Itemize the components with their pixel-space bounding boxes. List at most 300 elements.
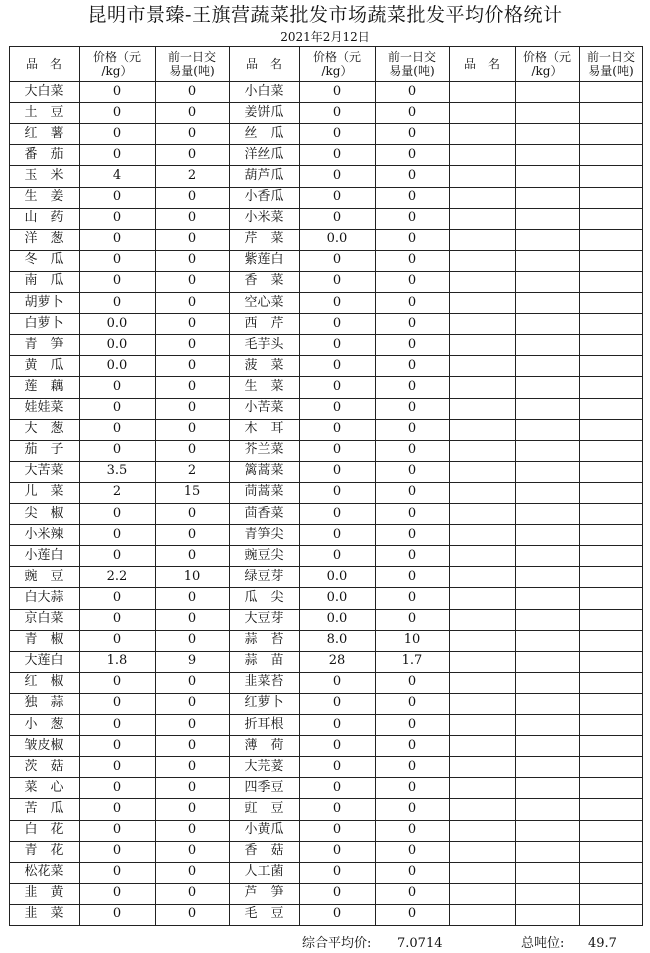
volume-cell: 0: [187, 505, 197, 521]
volume-cell: 10: [183, 568, 201, 584]
row-divider: [9, 587, 643, 588]
volume-cell: [579, 482, 643, 503]
vegetable-name: 儿 菜: [24, 484, 64, 500]
price-cell: 2: [112, 484, 122, 500]
volume-cell: 0: [187, 315, 197, 331]
vegetable-name: 茴香菜: [244, 505, 284, 521]
price-cell: 0: [112, 716, 122, 732]
vegetable-name: [449, 144, 515, 165]
volume-cell: [579, 250, 643, 271]
row-divider: [9, 841, 643, 842]
vegetable-name: 豌豆尖: [244, 547, 284, 563]
vegetable-name: [449, 714, 515, 735]
volume-cell: 0: [407, 252, 417, 268]
vegetable-name: 白萝卜: [24, 315, 64, 331]
price-cell: [515, 862, 579, 883]
price-cell: [515, 187, 579, 208]
vegetable-name: 毛芋头: [244, 336, 284, 352]
row-divider: [9, 208, 643, 209]
row-divider: [9, 651, 643, 652]
volume-cell: [579, 672, 643, 693]
price-table: [9, 46, 643, 925]
price-cell: [515, 376, 579, 397]
volume-cell: 0: [407, 695, 417, 711]
row-divider: [9, 883, 643, 884]
price-cell: 0: [112, 589, 122, 605]
volume-cell: 0: [187, 526, 197, 542]
volume-cell: 2: [187, 167, 197, 183]
price-cell: 0: [332, 484, 342, 500]
price-cell: 0: [332, 843, 342, 859]
header-name-3: 品 名: [463, 56, 500, 71]
vegetable-name: [449, 524, 515, 545]
price-cell: 0: [112, 843, 122, 859]
volume-cell: 0: [407, 484, 417, 500]
volume-cell: [579, 820, 643, 841]
vegetable-name: [449, 672, 515, 693]
volume-cell: 0: [187, 822, 197, 838]
row-divider: [9, 250, 643, 251]
price-cell: [515, 714, 579, 735]
volume-cell: [579, 355, 643, 376]
volume-cell: 0: [187, 611, 197, 627]
volume-cell: [579, 229, 643, 250]
price-cell: [515, 883, 579, 904]
price-cell: 0.0: [326, 611, 348, 627]
price-cell: 3.5: [106, 463, 128, 479]
column-divider: [9, 46, 10, 926]
vegetable-name: [449, 820, 515, 841]
volume-cell: 0: [407, 442, 417, 458]
vegetable-name: [449, 756, 515, 777]
volume-cell: 0: [407, 104, 417, 120]
price-cell: 0: [112, 231, 122, 247]
price-cell: 0: [332, 779, 342, 795]
vegetable-name: [449, 419, 515, 440]
price-cell: [515, 144, 579, 165]
price-cell: [515, 904, 579, 925]
vegetable-name: 小 葱: [24, 716, 64, 732]
price-cell: 0: [332, 421, 342, 437]
vegetable-name: 空心菜: [244, 294, 284, 310]
price-cell: 0: [332, 357, 342, 373]
volume-cell: [579, 609, 643, 630]
row-divider: [9, 271, 643, 272]
price-cell: 0: [112, 505, 122, 521]
price-cell: 0: [112, 632, 122, 648]
volume-cell: [579, 524, 643, 545]
price-cell: 0: [112, 83, 122, 99]
vegetable-name: 山 药: [24, 210, 64, 226]
price-cell: [515, 693, 579, 714]
row-divider: [9, 292, 643, 293]
vegetable-name: 苦 瓜: [24, 800, 64, 816]
summary-footer: [0, 936, 650, 952]
price-cell: 0: [112, 611, 122, 627]
volume-cell: 0: [187, 336, 197, 352]
volume-cell: 0: [407, 336, 417, 352]
price-cell: [515, 419, 579, 440]
vegetable-name: 芹 菜: [244, 231, 284, 247]
volume-cell: 0: [187, 400, 197, 416]
volume-cell: 0: [187, 800, 197, 816]
volume-cell: 0: [407, 568, 417, 584]
price-cell: 0: [112, 294, 122, 310]
volume-cell: 0: [407, 885, 417, 901]
vegetable-name: [449, 355, 515, 376]
vegetable-name: 豌 豆: [24, 568, 64, 584]
column-divider: [515, 46, 516, 926]
vegetable-name: 青笋尖: [244, 526, 284, 542]
volume-cell: 0: [187, 83, 197, 99]
row-divider: [9, 798, 643, 799]
price-cell: 0: [332, 400, 342, 416]
row-divider: [9, 524, 643, 525]
volume-cell: 0: [187, 421, 197, 437]
vegetable-name: 蒜 苗: [244, 653, 284, 669]
volume-cell: 0: [187, 189, 197, 205]
volume-cell: 0: [407, 822, 417, 838]
vegetable-name: [449, 398, 515, 419]
row-divider: [9, 714, 643, 715]
vegetable-name: 小莲白: [24, 547, 64, 563]
price-cell: 0: [332, 800, 342, 816]
vegetable-name: [449, 271, 515, 292]
volume-cell: 0: [187, 906, 197, 922]
vegetable-name: 大莲白: [24, 653, 64, 669]
volume-cell: 0: [187, 843, 197, 859]
volume-cell: 0: [187, 589, 197, 605]
volume-cell: [579, 862, 643, 883]
row-divider: [9, 630, 643, 631]
vegetable-name: 香 菜: [244, 273, 284, 289]
volume-cell: 0: [187, 674, 197, 690]
price-cell: 0: [112, 864, 122, 880]
column-divider: [229, 46, 230, 926]
vegetable-name: 娃娃菜: [24, 400, 64, 416]
row-divider: [9, 862, 643, 863]
row-divider: [9, 355, 643, 356]
price-cell: 0: [112, 674, 122, 690]
average-price-value: 7.0714: [397, 936, 443, 951]
price-cell: 0: [112, 442, 122, 458]
price-cell: 0: [332, 378, 342, 394]
volume-cell: [579, 292, 643, 313]
price-cell: 0: [112, 210, 122, 226]
volume-cell: 0: [187, 231, 197, 247]
vegetable-name: 木 耳: [244, 421, 284, 437]
vegetable-name: 芥兰菜: [244, 442, 284, 458]
vegetable-name: 玉 米: [24, 167, 64, 183]
vegetable-name: 香 菇: [244, 843, 284, 859]
price-cell: 2.2: [106, 568, 128, 584]
vegetable-name: [449, 376, 515, 397]
vegetable-name: [449, 777, 515, 798]
volume-cell: 0: [187, 378, 197, 394]
row-divider: [9, 440, 643, 441]
vegetable-name: [449, 482, 515, 503]
price-cell: [515, 566, 579, 587]
column-divider: [299, 46, 300, 926]
price-cell: [515, 355, 579, 376]
vegetable-name: 毛 豆: [244, 906, 284, 922]
vegetable-name: 小米辣: [24, 526, 64, 542]
price-cell: [515, 841, 579, 862]
vegetable-name: [449, 609, 515, 630]
vegetable-name: [449, 187, 515, 208]
vegetable-name: [449, 208, 515, 229]
vegetable-name: 茨 菇: [24, 758, 64, 774]
vegetable-name: 紫莲白: [244, 252, 284, 268]
volume-cell: 0: [407, 273, 417, 289]
vegetable-name: [449, 313, 515, 334]
volume-cell: 0: [407, 167, 417, 183]
vegetable-name: 洋 葱: [24, 231, 64, 247]
volume-cell: [579, 503, 643, 524]
table-header-divider: [9, 81, 643, 82]
row-divider: [9, 566, 643, 567]
volume-cell: 0: [407, 843, 417, 859]
volume-cell: 0: [407, 378, 417, 394]
header-volume-1: 前一日交 易量(吨): [167, 49, 216, 78]
vegetable-name: [449, 693, 515, 714]
price-cell: [515, 798, 579, 819]
price-cell: 0: [332, 547, 342, 563]
price-cell: [515, 208, 579, 229]
price-cell: 0: [332, 146, 342, 162]
volume-cell: 10: [403, 632, 421, 648]
price-cell: 0: [332, 167, 342, 183]
vegetable-name: 豇 豆: [244, 800, 284, 816]
row-divider: [9, 123, 643, 124]
price-cell: 0: [332, 674, 342, 690]
price-cell: [515, 440, 579, 461]
volume-cell: [579, 904, 643, 925]
vegetable-name: [449, 292, 515, 313]
vegetable-name: [449, 81, 515, 102]
volume-cell: 0: [407, 716, 417, 732]
row-divider: [9, 609, 643, 610]
vegetable-name: 小苦菜: [244, 400, 284, 416]
price-cell: [515, 271, 579, 292]
vegetable-name: 韭菜苔: [244, 674, 284, 690]
volume-cell: 15: [183, 484, 201, 500]
vegetable-name: 南 瓜: [24, 273, 64, 289]
volume-cell: 0: [407, 400, 417, 416]
vegetable-name: 葫芦瓜: [244, 167, 284, 183]
price-cell: 1.8: [106, 653, 128, 669]
volume-cell: 0: [187, 737, 197, 753]
price-cell: 0: [332, 737, 342, 753]
price-cell: [515, 651, 579, 672]
price-cell: 28: [328, 653, 346, 669]
volume-cell: 0: [407, 547, 417, 563]
volume-cell: 0: [407, 589, 417, 605]
price-cell: 0: [332, 822, 342, 838]
price-cell: 0: [332, 758, 342, 774]
volume-cell: [579, 630, 643, 651]
volume-cell: 0: [187, 357, 197, 373]
vegetable-name: [449, 904, 515, 925]
row-divider: [9, 334, 643, 335]
vegetable-name: 生 菜: [244, 378, 284, 394]
vegetable-name: [449, 862, 515, 883]
vegetable-name: [449, 545, 515, 566]
price-cell: 0.0: [106, 336, 128, 352]
price-cell: [515, 756, 579, 777]
volume-cell: 0: [187, 125, 197, 141]
volume-cell: [579, 440, 643, 461]
row-divider: [9, 693, 643, 694]
total-tonnage-value: 49.7: [588, 936, 617, 951]
volume-cell: [579, 693, 643, 714]
price-cell: [515, 545, 579, 566]
price-cell: [515, 524, 579, 545]
volume-cell: [579, 756, 643, 777]
header-name-2: 品 名: [245, 56, 282, 71]
vegetable-name: 番 茄: [24, 146, 64, 162]
vegetable-name: 皱皮椒: [24, 737, 64, 753]
price-cell: 0: [112, 800, 122, 816]
price-cell: [515, 482, 579, 503]
row-divider: [9, 925, 643, 926]
column-divider: [579, 46, 580, 926]
volume-cell: [579, 208, 643, 229]
vegetable-name: 尖 椒: [24, 505, 64, 521]
price-cell: [515, 609, 579, 630]
vegetable-name: 黄 瓜: [24, 357, 64, 373]
vegetable-name: 小白菜: [244, 83, 284, 99]
volume-cell: [579, 144, 643, 165]
row-divider: [9, 102, 643, 103]
column-divider: [375, 46, 376, 926]
volume-cell: 0: [407, 758, 417, 774]
row-divider: [9, 904, 643, 905]
price-cell: 0: [332, 526, 342, 542]
volume-cell: 0: [407, 231, 417, 247]
vegetable-name: 大白菜: [24, 83, 64, 99]
vegetable-name: 红 椒: [24, 674, 64, 690]
vegetable-name: 大豆芽: [244, 611, 284, 627]
volume-cell: 0: [407, 463, 417, 479]
price-cell: [515, 334, 579, 355]
vegetable-name: [449, 334, 515, 355]
vegetable-name: 京白菜: [24, 611, 64, 627]
vegetable-name: 冬 瓜: [24, 252, 64, 268]
volume-cell: [579, 461, 643, 482]
vegetable-name: 菜 心: [24, 779, 64, 795]
vegetable-name: 四季豆: [244, 779, 284, 795]
volume-cell: 0: [187, 758, 197, 774]
volume-cell: [579, 735, 643, 756]
volume-cell: 0: [407, 210, 417, 226]
volume-cell: [579, 587, 643, 608]
price-cell: 0: [112, 779, 122, 795]
header-name-1: 品 名: [25, 56, 62, 71]
row-divider: [9, 187, 643, 188]
price-cell: 0: [332, 864, 342, 880]
volume-cell: 0: [407, 526, 417, 542]
volume-cell: 0: [407, 125, 417, 141]
price-cell: 0: [112, 885, 122, 901]
volume-cell: [579, 651, 643, 672]
vegetable-name: [449, 461, 515, 482]
price-cell: 0: [332, 189, 342, 205]
volume-cell: [579, 123, 643, 144]
volume-cell: 0: [187, 294, 197, 310]
price-cell: 4: [112, 167, 122, 183]
price-cell: 0: [112, 104, 122, 120]
price-cell: [515, 630, 579, 651]
row-divider: [9, 419, 643, 420]
vegetable-name: [449, 798, 515, 819]
vegetable-name: [449, 735, 515, 756]
volume-cell: 0: [407, 505, 417, 521]
vegetable-name: [449, 123, 515, 144]
vegetable-name: 韭 菜: [24, 906, 64, 922]
volume-cell: [579, 798, 643, 819]
column-divider: [642, 46, 643, 926]
vegetable-name: 白大蒜: [24, 589, 64, 605]
volume-cell: [579, 777, 643, 798]
vegetable-name: 韭 黄: [24, 885, 64, 901]
header-price-3: 价格（元 /kg）: [522, 49, 571, 78]
header-volume-3: 前一日交 易量(吨): [586, 49, 635, 78]
vegetable-name: [449, 440, 515, 461]
row-divider: [9, 144, 643, 145]
volume-cell: 0: [187, 146, 197, 162]
vegetable-name: 青 花: [24, 843, 64, 859]
vegetable-name: 折耳根: [244, 716, 284, 732]
price-cell: [515, 313, 579, 334]
price-cell: 0: [332, 336, 342, 352]
column-divider: [155, 46, 156, 926]
volume-cell: 0: [407, 83, 417, 99]
vegetable-name: [449, 841, 515, 862]
price-cell: [515, 123, 579, 144]
vegetable-name: 茼蒿菜: [244, 484, 284, 500]
price-cell: [515, 102, 579, 123]
header-price-2: 价格（元 /kg）: [312, 49, 361, 78]
volume-cell: 0: [187, 864, 197, 880]
price-cell: 0: [332, 463, 342, 479]
volume-cell: 0: [187, 716, 197, 732]
vegetable-name: 土 豆: [24, 104, 64, 120]
price-cell: 0: [332, 252, 342, 268]
volume-cell: [579, 102, 643, 123]
price-cell: [515, 777, 579, 798]
price-cell: 0: [112, 273, 122, 289]
vegetable-name: 菠 菜: [244, 357, 284, 373]
volume-cell: 1.7: [401, 653, 423, 669]
header-volume-2: 前一日交 易量(吨): [387, 49, 436, 78]
vegetable-name: [449, 651, 515, 672]
price-cell: 0: [332, 695, 342, 711]
price-cell: [515, 250, 579, 271]
price-cell: 0: [112, 252, 122, 268]
volume-cell: 0: [187, 273, 197, 289]
row-divider: [9, 756, 643, 757]
volume-cell: 0: [407, 146, 417, 162]
vegetable-name: [449, 229, 515, 250]
price-cell: 0: [332, 83, 342, 99]
volume-cell: [579, 883, 643, 904]
vegetable-name: 瓜 尖: [244, 589, 284, 605]
volume-cell: 0: [187, 632, 197, 648]
vegetable-name: [449, 630, 515, 651]
volume-cell: [579, 165, 643, 186]
price-cell: [515, 672, 579, 693]
